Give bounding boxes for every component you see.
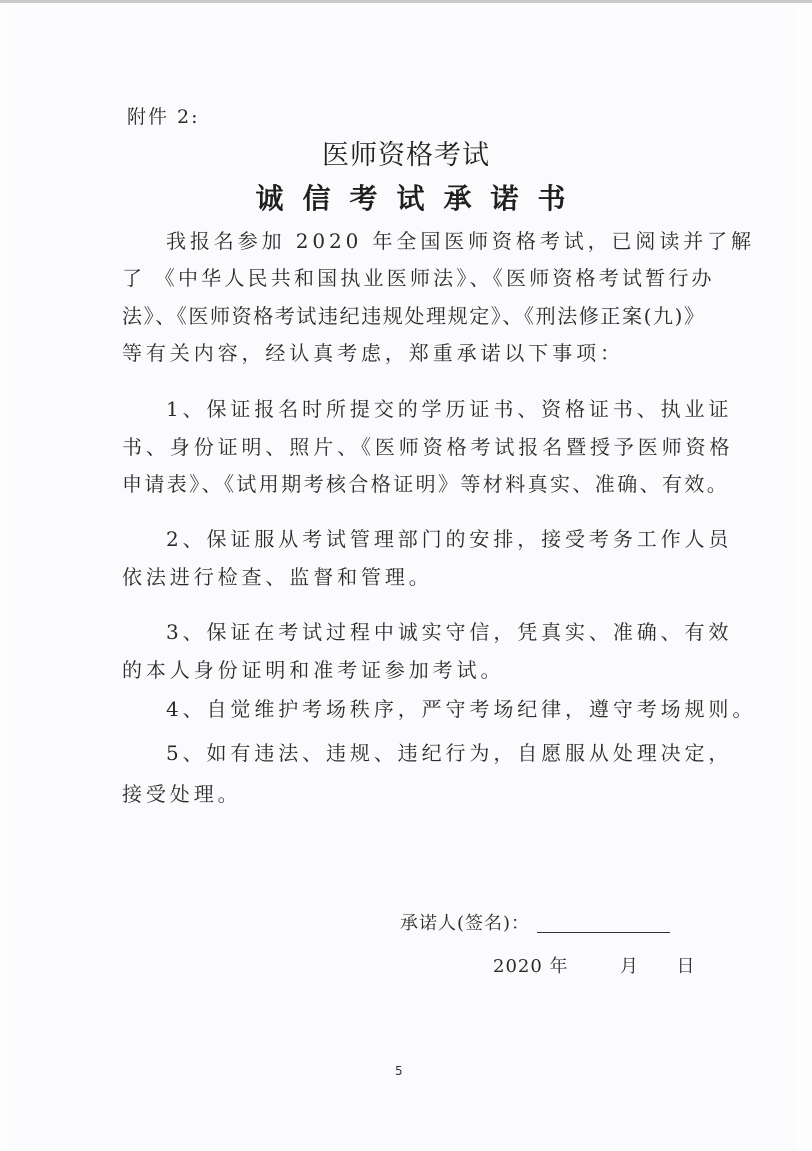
date-month: 月 [620, 956, 639, 977]
item-4-line-1: 4、自觉维护考场秩序，严守考场纪律，遵守考场规则。 [166, 697, 757, 721]
attachment-label: 附件 2: [127, 106, 200, 128]
page-number: 5 [395, 1064, 403, 1078]
document-subtitle: 诚信考试承诺书 [255, 182, 585, 215]
item-2-line-2: 依法进行检查、监督和管理。 [122, 565, 433, 589]
item-1-line-3: 申请表》、《试用期考核合格证明》等材料真实、准确、有效。 [122, 472, 730, 496]
paragraph-intro-line-4: 等有关内容，经认真考虑，郑重承诺以下事项： [122, 341, 624, 365]
document-title: 医师资格考试 [322, 140, 490, 171]
item-1-line-1: 1、保证报名时所提交的学历证书、资格证书、执业证 [166, 397, 733, 421]
item-2-line-1: 2、保证服从考试管理部门的安排，接受考务工作人员 [166, 527, 733, 551]
item-5-line-1: 5、如有违法、违规、违纪行为，自愿服从处理决定， [166, 741, 733, 765]
item-1-line-2: 书、身份证明、照片、《医师资格考试报名暨授予医师资格 [122, 435, 734, 459]
signature-blank-line [537, 932, 670, 933]
signature-date [493, 955, 695, 979]
signature-label: 承诺人(签名)： [400, 913, 531, 934]
paragraph-intro-line-3: 法》、《医师资格考试违纪违规处理规定》、《刑法修正案(九)》 [122, 304, 706, 328]
date-day: 日 [676, 956, 696, 977]
paragraph-intro-line-1: 我报名参加 2020 年全国医师资格考试，已阅读并了解 [166, 229, 755, 253]
date-year: 2020 年 [493, 956, 569, 977]
paragraph-intro-line-2: 了 《中华人民共和国执业医师法》、《医师资格考试暂行办 [122, 266, 715, 290]
item-3-line-2: 的本人身份证明和准考证参加考试。 [122, 658, 505, 682]
item-5-line-2: 接受处理。 [122, 782, 242, 806]
item-3-line-1: 3、保证在考试过程中诚实守信，凭真实、准确、有效 [166, 620, 733, 644]
scan-top-edge [0, 0, 812, 3]
